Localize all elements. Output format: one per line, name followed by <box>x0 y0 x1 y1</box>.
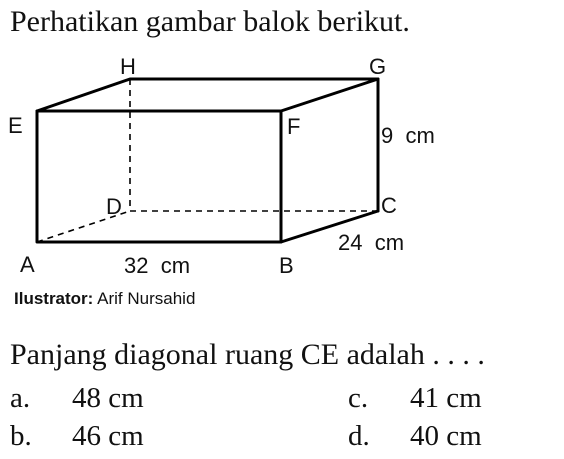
vertex-label-h: H <box>120 54 136 79</box>
width-label: 24 cm <box>338 230 405 255</box>
front-face-efba <box>37 111 281 242</box>
vertex-label-b: B <box>279 253 294 278</box>
option-b[interactable] <box>10 419 144 453</box>
intro-text: Perhatikan gambar balok berikut. <box>10 5 410 38</box>
vertex-label-d: D <box>106 194 122 219</box>
option-c-letter: c. <box>348 382 369 414</box>
cuboid-figure <box>0 48 564 288</box>
height-label: 9 cm <box>381 123 435 148</box>
vertex-label-f: F <box>287 114 301 139</box>
cuboid-visible-edges <box>37 79 378 242</box>
question-text: Panjang diagonal ruang CE adalah . . . . <box>10 338 485 371</box>
option-c-value: 41 cm <box>410 382 482 414</box>
option-d-value: 40 cm <box>410 420 482 452</box>
option-b-letter: b. <box>10 420 32 452</box>
top-face-edges <box>37 79 378 111</box>
cuboid-hidden-edges <box>37 79 378 242</box>
illustrator-credit <box>14 289 195 309</box>
option-a[interactable] <box>10 381 144 415</box>
vertex-label-g: G <box>369 54 387 79</box>
vertex-label-c: C <box>381 193 397 218</box>
option-a-value: 48 cm <box>72 382 144 414</box>
illustrator-name: Arif Nursahid <box>97 289 196 308</box>
option-d[interactable] <box>348 419 482 453</box>
length-label: 32 cm <box>124 253 191 278</box>
option-a-letter: a. <box>10 382 31 414</box>
vertex-label-e: E <box>8 113 23 138</box>
illustrator-label: Ilustrator: <box>14 289 94 308</box>
option-b-value: 46 cm <box>72 420 144 452</box>
vertex-label-a: A <box>20 252 35 277</box>
option-d-letter: d. <box>348 420 370 452</box>
option-c[interactable] <box>348 381 482 415</box>
